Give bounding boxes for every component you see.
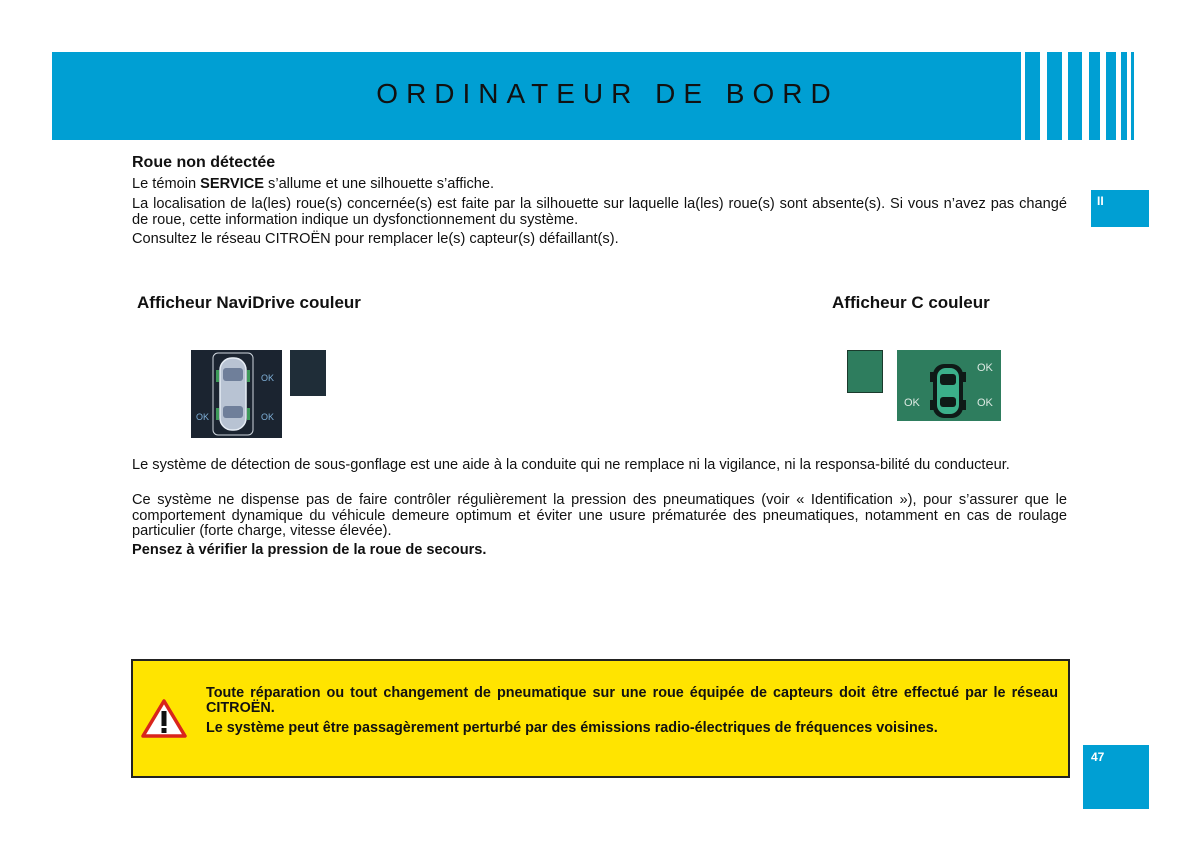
car-silhouette-icon — [897, 350, 1001, 421]
service-keyword: SERVICE — [200, 176, 264, 192]
ok-label: OK — [904, 397, 920, 409]
section-paragraph-1 — [132, 177, 494, 193]
page-title: ORDINATEUR DE BORD — [376, 78, 839, 109]
body-paragraph-1: Le système de détection de sous-gonflage est une aide à la conduite qui ne remplace ni la vigilance, ni la responsa-bilité du conducteur. — [132, 457, 1010, 473]
ok-label: OK — [977, 362, 993, 374]
ok-label: OK — [261, 373, 275, 383]
section-paragraph-3: Consultez le réseau CITROËN pour remplacer le(s) capteur(s) défaillant(s). — [132, 231, 619, 247]
ok-label: OK — [261, 412, 275, 422]
navidrive-display-title: Afficheur NaviDrive couleur — [137, 293, 361, 312]
body-paragraph-2: Ce système ne dispense pas de faire contrôler régulièrement la pression des pneumatiques (voir « Identification »), pour s’assurer que le comportement dynamique du véhicule demeure optimum et éviter une usure prématurée des pneumatiques, notamment en cas de roulage particulier (forte charge, vitesse élevée). — [132, 492, 1067, 539]
warning-text-2: Le système peut être passagèrement perturbé par des émissions radio-électriques de fréquences voisines. — [206, 720, 938, 736]
c-display-title: Afficheur C couleur — [832, 293, 990, 312]
section-title: Roue non détectée — [132, 154, 276, 171]
chapter-number: II — [1097, 194, 1104, 208]
c-display-blank — [847, 350, 883, 393]
navidrive-display — [191, 350, 282, 438]
section-paragraph-1-pre: Le témoin — [132, 176, 201, 192]
warning-box — [131, 659, 1070, 778]
warning-text-1: Toute réparation ou tout changement de pneumatique sur une roue équipée de capteurs doit être effectué par le réseau CITROËN. — [206, 685, 1058, 716]
ok-label: OK — [977, 397, 993, 409]
navidrive-display-blank — [290, 350, 326, 396]
page-number: 47 — [1091, 750, 1105, 764]
section-paragraph-2: La localisation de la(les) roue(s) concernée(s) est faite par la silhouette sur laquelle la(les) roue(s) sont absente(s). Si vous n’avez pas changé de roue, cette information indique un dysfonctionnement du système. — [132, 196, 1067, 228]
body-paragraph-3: Pensez à vérifier la pression de la roue de secours. — [132, 542, 487, 558]
section-paragraph-1-post: s’allume et une silhouette s’affiche. — [263, 176, 495, 192]
chapter-tab — [1091, 190, 1149, 227]
car-silhouette-icon — [191, 350, 282, 438]
warning-triangle-icon — [141, 698, 187, 738]
c-display — [897, 350, 1001, 421]
page-number-tab — [1083, 745, 1149, 809]
ok-label: OK — [196, 412, 210, 422]
